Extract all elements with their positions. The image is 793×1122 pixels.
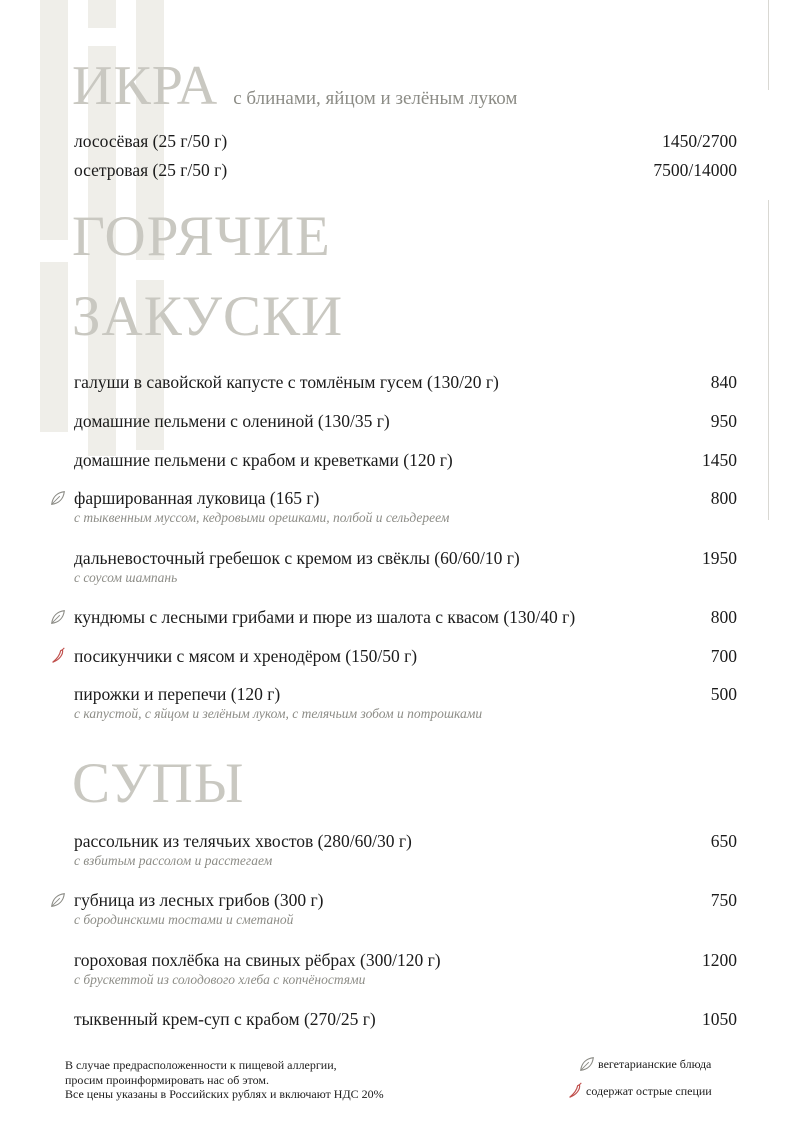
decor-block [40, 0, 68, 240]
menu-item-description: с капустой, с яйцом и зелёным луком, с телячьим зобом и потрошками [74, 706, 483, 721]
edge-divider [768, 200, 769, 520]
legend-spicy [566, 1082, 712, 1100]
menu-item [74, 547, 737, 587]
chili-pepper-icon [566, 1082, 584, 1100]
decor-block [40, 262, 68, 432]
menu-item-price: 800 [710, 607, 737, 627]
menu-item-name: гороховая похлёбка на свиных рёбрах (300/120 г) [74, 950, 441, 970]
menu-item [74, 130, 737, 152]
menu-item-name: тыквенный крем-суп с крабом (270/25 г) [74, 1009, 376, 1029]
legend-vegetarian [578, 1055, 711, 1073]
menu-item-name: домашние пельмени с крабом и креветками (120 г) [74, 450, 453, 470]
chili-pepper-icon [49, 647, 67, 665]
leaf-icon [49, 489, 67, 507]
menu-item-price: 650 [710, 831, 737, 851]
menu-item-name: галуши в савойской капусте с томлёным гусем (130/20 г) [74, 372, 499, 392]
menu-item-price: 500 [710, 684, 737, 704]
menu-item-description: с взбитым рассолом и расстегаем [74, 853, 273, 868]
leaf-icon [578, 1055, 596, 1073]
menu-item-description: с тыквенным муссом, кедровыми орешками, полбой и сельдереем [74, 510, 450, 525]
menu-item-price: 840 [710, 372, 737, 392]
decor-block [88, 0, 116, 28]
menu-item-price: 1450 [702, 450, 737, 470]
menu-item [74, 371, 737, 393]
menu-item-price: 950 [710, 411, 737, 431]
legend-spicy-label: содержат острые специи [586, 1083, 712, 1098]
menu-item [74, 645, 737, 667]
menu-item-name: домашние пельмени с олениной (130/35 г) [74, 411, 390, 431]
menu-item-description: с соусом шампань [74, 570, 178, 585]
caviar-subtitle: с блинами, яйцом и зелёным луком [233, 88, 518, 109]
menu-item-price: 750 [710, 890, 737, 910]
menu-item-price: 7500/14000 [653, 160, 737, 180]
menu-item-name: рассольник из телячьих хвостов (280/60/30 г) [74, 831, 412, 851]
edge-divider [768, 0, 769, 90]
allergy-note-line: просим проинформировать нас об этом. [65, 1072, 269, 1087]
menu-item [74, 606, 737, 628]
vat-note: Все цены указаны в Российских рублях и включают НДС 20% [65, 1087, 384, 1101]
menu-item-name: лососёвая (25 г/50 г) [74, 131, 228, 151]
legend-vegetarian-label: вегетарианские блюда [598, 1056, 712, 1071]
menu-item [74, 949, 737, 989]
menu-item-price: 1950 [702, 548, 737, 568]
section-title-soups: СУПЫ [72, 752, 245, 815]
allergy-note [65, 1058, 384, 1102]
menu-item-price: 1450/2700 [662, 131, 737, 151]
menu-item-name: посикунчики с мясом и хренодёром (150/50 г) [74, 646, 418, 666]
section-title-hot-starters-line1: ГОРЯЧИЕ [72, 205, 331, 268]
menu-item-name: дальневосточный гребешок с кремом из свёклы (60/60/10 г) [74, 548, 520, 568]
section-title-hot-starters-line2: ЗАКУСКИ [72, 285, 344, 348]
menu-item-price: 1200 [702, 950, 737, 970]
menu-item [74, 1008, 737, 1030]
menu-item-name: кундюмы с лесными грибами и пюре из шалота с квасом (130/40 г) [74, 607, 576, 627]
menu-item-price: 800 [710, 488, 737, 508]
menu-item-name: осетровая (25 г/50 г) [74, 160, 228, 180]
menu-item-price: 700 [710, 646, 737, 666]
menu-item [74, 410, 737, 432]
menu-item-name: губница из лесных грибов (300 г) [74, 890, 324, 910]
menu-item [74, 830, 737, 870]
menu-item-price: 1050 [702, 1009, 737, 1029]
menu-item-name: пирожки и перепечи (120 г) [74, 684, 281, 704]
menu-item-description: с брускеттой из солодового хлеба с копчёностями [74, 972, 366, 987]
leaf-icon [49, 608, 67, 626]
menu-item [74, 159, 737, 181]
leaf-icon [49, 891, 67, 909]
menu-item [74, 449, 737, 471]
menu-item [74, 889, 737, 929]
menu-item-description: с бородинскими тостами и сметаной [74, 912, 294, 927]
section-title-caviar [72, 55, 518, 117]
menu-item [74, 683, 737, 723]
menu-item-name: фаршированная луковица (165 г) [74, 488, 320, 508]
allergy-note-line: В случае предрасположенности к пищевой аллергии, [65, 1058, 337, 1072]
caviar-title: ИКРА [72, 55, 219, 117]
menu-item [74, 487, 737, 527]
